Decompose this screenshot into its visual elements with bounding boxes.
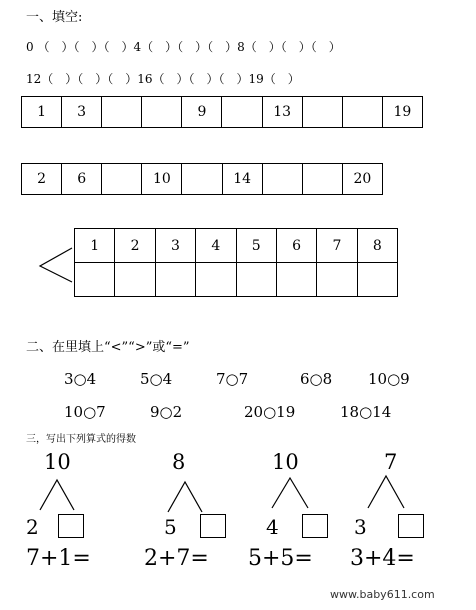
compare-item: 7○7 (216, 370, 249, 388)
table3-top-cell: 6 (276, 229, 316, 263)
less-than-sign (40, 248, 72, 282)
compare-item: 20○19 (244, 403, 296, 421)
equation: 2+7= (144, 546, 209, 571)
answer-box[interactable] (58, 514, 84, 538)
table3-top-cell: 4 (196, 229, 236, 263)
compare-item: 10○9 (368, 370, 410, 388)
equation: 3+4= (350, 546, 415, 571)
tree-top-number: 10 (272, 450, 299, 474)
equation: 5+5= (248, 546, 313, 571)
table3-top-cell: 3 (155, 229, 195, 263)
table1-cell[interactable]: 1 (22, 97, 62, 128)
table2-cell[interactable]: 20 (342, 164, 382, 195)
table3-top-cell: 5 (236, 229, 276, 263)
section2-title: 二、在里填上“<”“>”或“=” (26, 340, 190, 355)
sequence-row-1: 0 （ ）（ ）（ ）4（ ）（ ）（ ）8（ ）（ ）（ ） (26, 40, 341, 54)
tree-top-number: 8 (172, 450, 186, 474)
table3-top-cell: 7 (317, 229, 357, 263)
section3-title: 三，写出下列算式的得数 (26, 434, 136, 445)
compare-item: 5○4 (140, 370, 173, 388)
section1-title: 一、填空: (26, 10, 83, 25)
table2-cell[interactable]: 10 (142, 164, 182, 195)
table2-cell[interactable]: 6 (62, 164, 102, 195)
equation: 7+1= (26, 546, 91, 571)
table1-cell[interactable]: 3 (62, 97, 102, 128)
answer-box[interactable] (302, 514, 328, 538)
tree-branch-2 (168, 482, 202, 512)
answer-box[interactable] (398, 514, 424, 538)
tree-top-number: 10 (44, 450, 71, 474)
tree-left-number: 2 (26, 515, 39, 539)
compare-item: 18○14 (340, 403, 392, 421)
table1-cell[interactable]: 13 (262, 97, 302, 128)
tree-left-number: 3 (354, 515, 367, 539)
tree-branch-4 (368, 476, 404, 508)
table3-top-cell: 1 (75, 229, 115, 263)
answer-box[interactable] (200, 514, 226, 538)
tree-left-number: 5 (164, 515, 177, 539)
table1-cell[interactable]: 19 (382, 97, 422, 128)
tree-branch-1 (40, 480, 74, 510)
table3-top-cell: 2 (115, 229, 155, 263)
compare-item: 6○8 (300, 370, 333, 388)
tree-left-number: 4 (266, 515, 279, 539)
tree-branch-3 (272, 478, 308, 508)
sequence-row-2: 12（ ）（ ）（ ）16（ ）（ ）（ ）19（ ） (26, 72, 300, 86)
table2-cell[interactable]: 14 (222, 164, 262, 195)
tree-top-number: 7 (384, 450, 398, 474)
watermark: www.baby611.com (330, 588, 435, 601)
table1-cell[interactable]: 9 (182, 97, 222, 128)
compare-item: 3○4 (64, 370, 97, 388)
compare-item: 10○7 (64, 403, 106, 421)
table3-top-cell: 8 (357, 229, 397, 263)
compare-item: 9○2 (150, 403, 183, 421)
table2-cell[interactable]: 2 (22, 164, 62, 195)
